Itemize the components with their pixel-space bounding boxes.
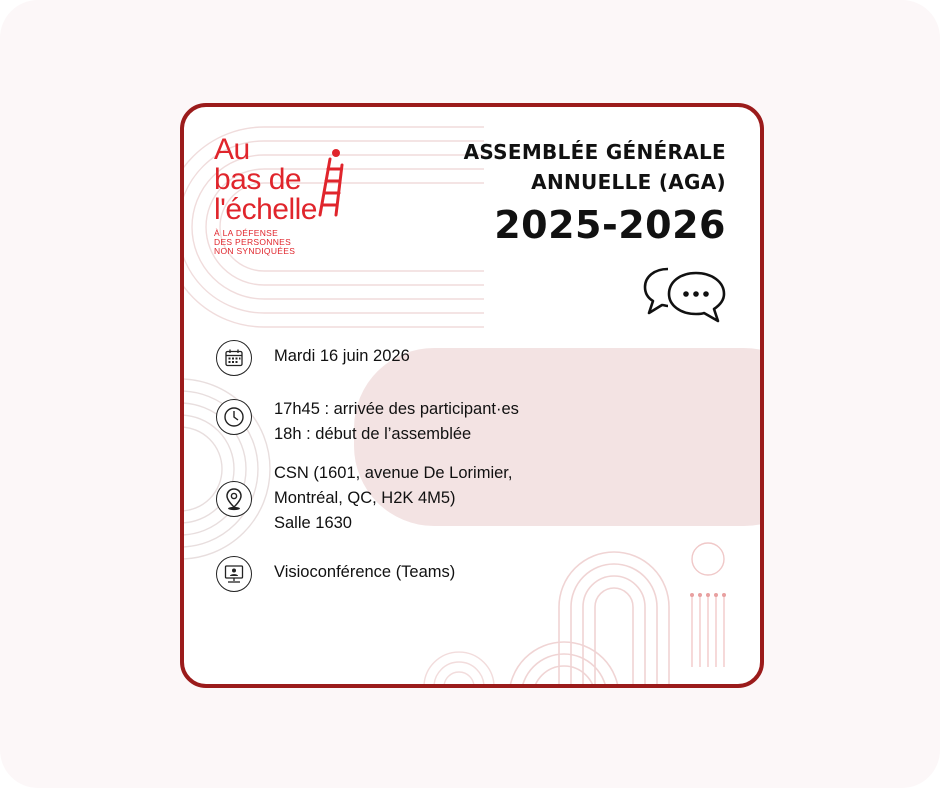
- event-location-row: [216, 461, 512, 536]
- title-line-1: ASSEMBLÉE GÉNÉRALE: [463, 140, 726, 164]
- speech-bubbles-icon: [642, 263, 728, 325]
- calendar-icon: [216, 340, 252, 376]
- location-pin-icon: [216, 481, 252, 517]
- title-years: 2025-2026: [494, 203, 726, 247]
- event-date: Mardi 16 juin 2026: [274, 347, 410, 365]
- event-time: [274, 397, 519, 447]
- location-room: Salle 1630: [274, 514, 352, 532]
- logo-tagline-2: DES PERSONNES: [214, 237, 292, 247]
- logo-tagline-1: À LA DÉFENSE: [214, 228, 279, 238]
- event-arrival-time: 17h45 : arrivée des participant·es: [274, 400, 519, 418]
- event-online-row: [216, 556, 455, 592]
- title-line-2: ANNUELLE (AGA): [531, 170, 726, 194]
- location-line-1: CSN (1601, avenue De Lorimier,: [274, 464, 513, 482]
- location-line-2: Montréal, QC, H2K 4M5): [274, 489, 456, 507]
- logo-line-3: l'échelle: [214, 193, 317, 226]
- event-online: Visioconférence (Teams): [274, 563, 456, 581]
- logo-tagline-3: NON SYNDIQUÉES: [214, 246, 296, 256]
- logo-line-1: Au: [214, 133, 250, 166]
- logo-line-2: bas de: [214, 163, 302, 196]
- clock-icon: [216, 399, 252, 435]
- event-date-row: [216, 340, 410, 376]
- event-title: [464, 137, 726, 247]
- event-time-row: [216, 397, 519, 447]
- event-location: [274, 461, 512, 536]
- computer-user-icon: [216, 556, 252, 592]
- event-start-time: 18h : début de l’assemblée: [274, 425, 472, 443]
- organization-logo: [214, 135, 317, 256]
- ladder-person-icon: [314, 147, 348, 217]
- event-card: [180, 103, 764, 688]
